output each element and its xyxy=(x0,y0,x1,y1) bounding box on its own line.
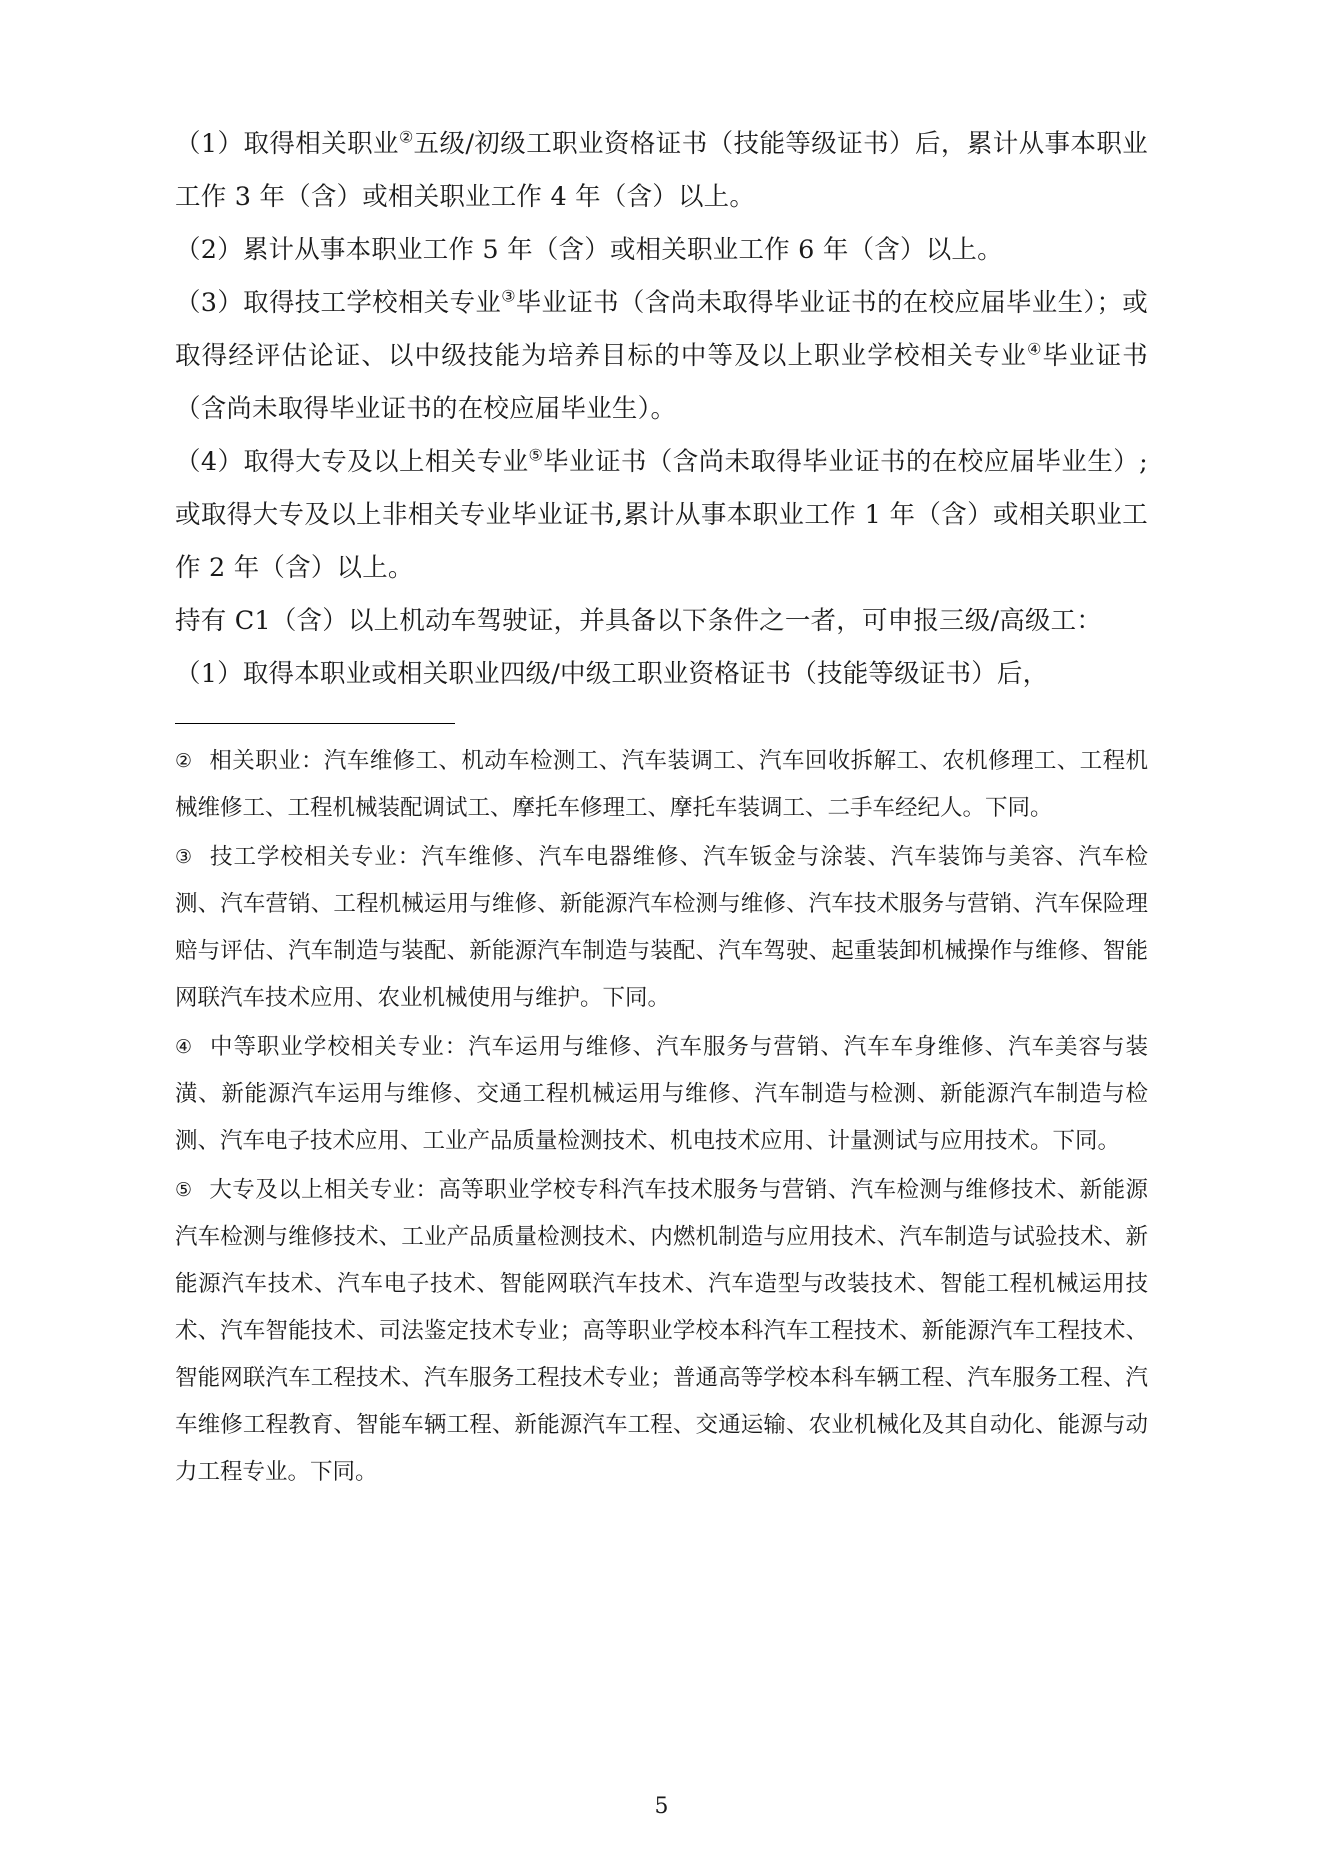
paragraph-text-cont-2: 毕业证书（含尚未取得毕业证书的在校应届毕业生）。 xyxy=(175,341,1148,424)
paragraph-item-3 xyxy=(175,277,1148,436)
footnote-separator xyxy=(175,723,455,724)
paragraph-item-6 xyxy=(175,648,1148,701)
paragraph-text: （3）取得技工学校相关专业 xyxy=(175,288,502,318)
paragraph-item-1 xyxy=(175,118,1148,224)
footnote-ref-2[interactable]: ② xyxy=(398,127,414,147)
paragraph-item-2 xyxy=(175,224,1148,277)
paragraph-item-5 xyxy=(175,595,1148,648)
footnote-item xyxy=(175,738,1148,832)
footnote-text: 技工学校相关专业：汽车维修、汽车电器维修、汽车钣金与涂装、汽车装饰与美容、汽车检测、汽车营销、工程机械运用与维修、新能源汽车检测与维修、汽车技术服务与营销、汽车保险理赔与评估、汽车制造与装配、新能源汽车制造与装配、汽车驾驶、起重装卸机械操作与维修、智能网联汽车技术应用、农业机械使用与维护。下同。 xyxy=(175,844,1148,1011)
footnote-ref-3[interactable]: ③ xyxy=(501,286,516,306)
footnote-marker: ⑤ xyxy=(175,1179,193,1201)
footnote-text: 相关职业：汽车维修工、机动车检测工、汽车装调工、汽车回收拆解工、农机修理工、工程机械维修工、工程机械装配调试工、摩托车修理工、摩托车装调工、二手车经纪人。下同。 xyxy=(175,748,1148,821)
paragraph-text: （1）取得相关职业 xyxy=(175,129,399,159)
footnote-list xyxy=(175,738,1148,1496)
paragraph-text-cont: 毕业证书（含尚未取得毕业证书的在校应届毕业生）;或取得大专及以上非相关专业毕业证书,累计从事本职业工作 1 年（含）或相关职业工作 2 年（含）以上。 xyxy=(175,447,1148,583)
footnote-ref-4[interactable]: ④ xyxy=(1027,339,1043,359)
footnote-text: 中等职业学校相关专业：汽车运用与维修、汽车服务与营销、汽车车身维修、汽车美容与装潢、新能源汽车运用与维修、交通工程机械运用与维修、汽车制造与检测、新能源汽车制造与检测、汽车电子技术应用、工业产品质量检测技术、机电技术应用、计量测试与应用技术。下同。 xyxy=(175,1034,1148,1154)
paragraph-text: （2）累计从事本职业工作 5 年（含）或相关职业工作 6 年（含）以上。 xyxy=(175,235,1003,265)
paragraph-text-cont: 五级/初级工职业资格证书（技能等级证书）后，累计从事本职业工作 3 年（含）或相关职业工作 4 年（含）以上。 xyxy=(175,129,1148,212)
footnote-text: 大专及以上相关专业：高等职业学校专科汽车技术服务与营销、汽车检测与维修技术、新能源汽车检测与维修技术、工业产品质量检测技术、内燃机制造与应用技术、汽车制造与试验技术、新能源汽车技术、汽车电子技术、智能网联汽车技术、汽车造型与改装技术、智能工程机械运用技术、汽车智能技术、司法鉴定技术专业；高等职业学校本科汽车工程技术、新能源汽车工程技术、智能网联汽车工程技术、汽车服务工程技术专业；普通高等学校本科车辆工程、汽车服务工程、汽车维修工程教育、智能车辆工程、新能源汽车工程、交通运输、农业机械化及其自动化、能源与动力工程专业。下同。 xyxy=(175,1177,1148,1485)
footnote-item xyxy=(175,1167,1148,1496)
footnote-item xyxy=(175,1024,1148,1165)
page-number: 5 xyxy=(654,1794,669,1819)
paragraph-text: 持有 C1（含）以上机动车驾驶证，并具备以下条件之一者，可申报三级/高级工： xyxy=(175,606,1103,636)
footnote-marker: ② xyxy=(175,750,193,772)
paragraph-text-cont: 毕业证书（含尚未取得毕业证书的在校应届毕业生）；或取得经评估论证、以中级技能为培养目标的中等及以上职业学校相关专业 xyxy=(175,288,1148,371)
paragraph-text: （1）取得本职业或相关职业四级/中级工职业资格证书（技能等级证书）后， xyxy=(175,659,1049,689)
body-content xyxy=(175,118,1148,701)
paragraph-item-4 xyxy=(175,436,1148,595)
footnote-item xyxy=(175,834,1148,1022)
footnote-ref-5[interactable]: ⑤ xyxy=(528,445,544,465)
paragraph-text: （4）取得大专及以上相关专业 xyxy=(175,447,529,477)
footnote-marker: ③ xyxy=(175,846,193,868)
footnote-marker: ④ xyxy=(175,1036,193,1058)
